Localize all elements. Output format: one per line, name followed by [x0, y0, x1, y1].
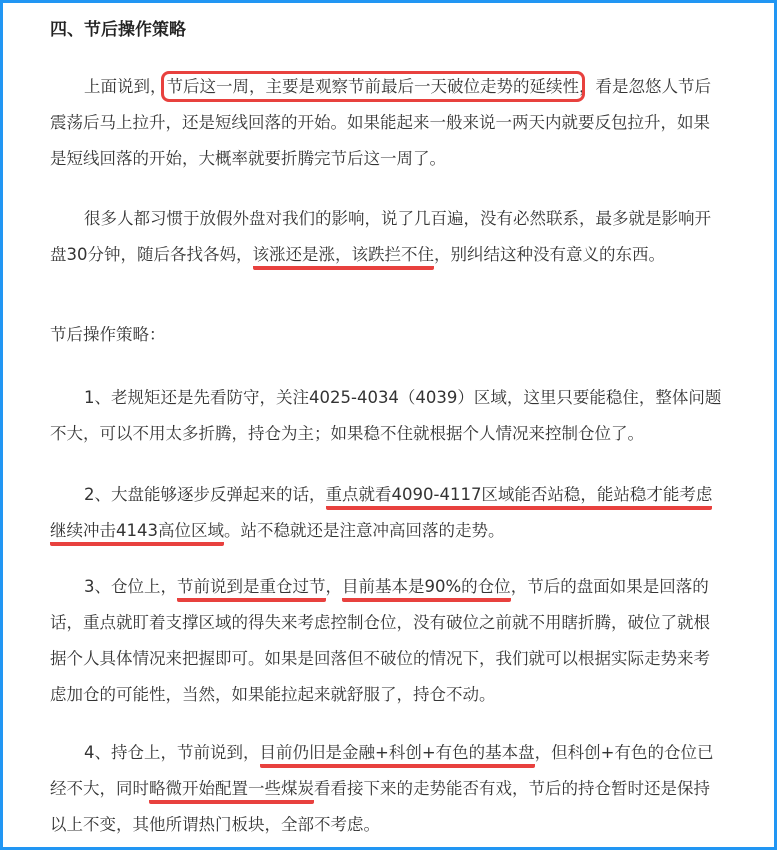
s4-underline-1: 目前仍旧是金融+科创+有色的基本盘: [260, 743, 535, 768]
s3-mid: ，: [325, 577, 342, 596]
s4-pre: 4、持仓上，节前说到，: [84, 743, 260, 762]
s4-line-3: 以上不变，其他所谓热门板块，全部不考虑。: [50, 815, 380, 834]
s4-pre-2: 经不大，同时: [50, 779, 149, 798]
s4-post-2: 看看接下来的走势能否有戏，节后的持仓暂时还是保持: [314, 779, 710, 798]
strategy-item-4: [50, 735, 755, 843]
s3-underline-1: 节前说到是重仓过节: [177, 577, 326, 602]
s3-line-3: 据个人具体情况来把握即可。如果是回落但不破位的情况下，我们就可以根据实际走势来考: [50, 649, 710, 668]
p1-line-3: 是短线回落的开始，大概率就要折腾完节后这一周了。: [50, 149, 446, 168]
s4-underline-2: 略微开始配置一些煤炭: [149, 779, 314, 804]
p1-post: ，看是忽悠人节后: [579, 77, 711, 96]
p1-line-2: 震荡后马上拉升，还是短线回落的开始。如果能起来一般来说一两天内就要反包拉升，如果: [50, 113, 710, 132]
p2-underline-highlight: 该涨还是涨，该跌拦不住: [253, 245, 435, 270]
p2-line-1: 很多人都习惯于放假外盘对我们的影响，说了几百遍，没有必然联系，最多就是影响开: [84, 209, 711, 228]
s3-line-4: 虑加仓的可能性，当然，如果能拉起来就舒服了，持仓不动。: [50, 685, 496, 704]
s2-pre: 2、大盘能够逐步反弹起来的话，: [84, 485, 326, 504]
paragraph-2: [50, 201, 755, 273]
paragraph-1: [50, 69, 755, 177]
p1-pre: 上面说到，: [84, 77, 167, 96]
strategy-item-1: [50, 380, 755, 452]
s1-line-1: 1、老规矩还是先看防守，关注4025-4034（4039）区域，这里只要能稳住，整体问题: [84, 388, 722, 407]
strategy-item-2: [50, 477, 755, 549]
s3-underline-2: 目前基本是90%的仓位: [342, 577, 511, 602]
s1-line-2: 不大，可以不用太多折腾，持仓为主；如果稳不住就根据个人情况来控制仓位了。: [50, 424, 644, 443]
s2-underline-1: 重点就看4090-4117区域能否站稳，能站稳才能考虑: [326, 485, 713, 510]
strategy-item-3: [50, 569, 755, 713]
s2-underline-2: 继续冲击4143高位区域: [50, 521, 224, 546]
p1-boxed-highlight: 节后这一周，主要是观察节前最后一天破位走势的延续性: [166, 77, 579, 96]
p2-post: ，别纠结这种没有意义的东西。: [434, 245, 665, 264]
p2-pre: 盘30分钟，随后各找各妈，: [50, 245, 253, 264]
s3-line-2: 话，重点就盯着支撑区域的得失来考虑控制仓位，没有破位之前就不用瞎折腾，破位了就根: [50, 613, 710, 632]
section-heading: 四、节后操作策略: [50, 20, 186, 40]
s4-post-1: ，但科创+有色的仓位已: [534, 743, 714, 762]
s3-pre: 3、仓位上，: [84, 577, 177, 596]
s2-post: 。站不稳就还是注意冲高回落的走势。: [224, 521, 505, 540]
s3-post: ，节后的盘面如果是回落的: [510, 577, 709, 596]
strategy-label: 节后操作策略：: [50, 325, 166, 344]
